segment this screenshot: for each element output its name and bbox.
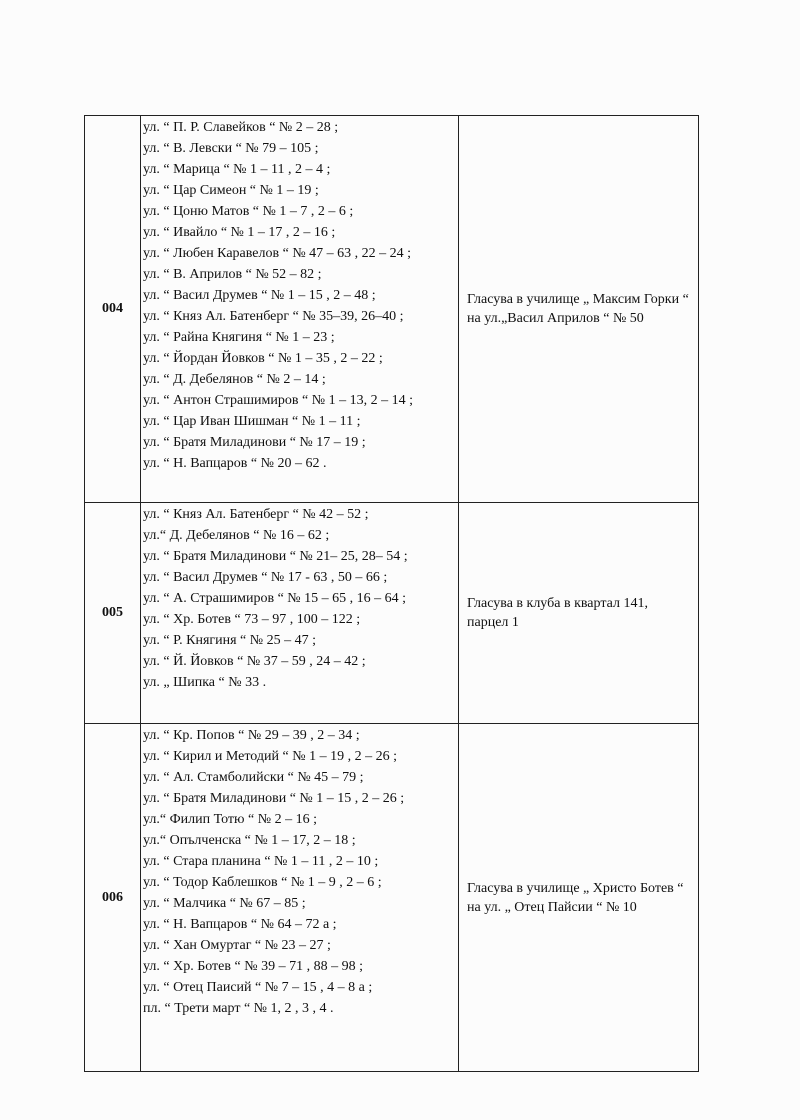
street-line: ул. “ В. Априлов “ № 52 – 82 ; xyxy=(143,267,322,282)
street-list xyxy=(141,724,459,1072)
street-line: ул. “ Цар Симеон “ № 1 – 19 ; xyxy=(143,183,319,198)
street-line: ул. “ Братя Миладинови “ № 1 – 15 , 2 – 26 ; xyxy=(143,791,405,806)
street-line: ул. “ Братя Миладинови “ № 21– 25, 28– 54 ; xyxy=(143,549,408,564)
street-line: ул. “ Любен Каравелов “ № 47 – 63 , 22 – 24 ; xyxy=(143,246,412,261)
street-line: ул. “ Княз Ал. Батенберг “ № 42 – 52 ; xyxy=(143,507,369,522)
polling-place-text: Гласува в училище „ Максим Горки “ на ул.„Васил Априлов “ № 50 xyxy=(467,292,689,326)
street-line: ул. “ Йордан Йовков “ № 1 – 35 , 2 – 22 ; xyxy=(143,351,383,366)
polling-place-text: Гласува в училище „ Христо Ботев “ на ул. „ Отец Пайсии “ № 10 xyxy=(467,880,684,915)
street-line: ул. “ Марица “ № 1 – 11 , 2 – 4 ; xyxy=(143,162,331,177)
street-line: ул. “ Княз Ал. Батенберг “ № 35–39, 26–40 ; xyxy=(143,309,404,324)
section-number: 004 xyxy=(85,116,141,503)
street-line: ул. “ Ал. Стамболийски “ № 45 – 79 ; xyxy=(143,770,364,785)
polling-place xyxy=(459,724,699,1072)
section-number: 005 xyxy=(85,503,141,724)
street-line: ул. “ Кирил и Методий “ № 1 – 19 , 2 – 26 ; xyxy=(143,749,397,764)
street-line: ул. “ Цар Иван Шишман “ № 1 – 11 ; xyxy=(143,414,361,429)
street-line: ул.“ Опълченска “ № 1 – 17, 2 – 18 ; xyxy=(143,833,356,848)
street-line: ул. “ Хан Омуртаг “ № 23 – 27 ; xyxy=(143,938,331,953)
street-line: ул. “ Н. Вапцаров “ № 20 – 62 . xyxy=(143,456,327,471)
street-list xyxy=(141,116,459,503)
street-line: ул. “ Р. Княгиня “ № 25 – 47 ; xyxy=(143,633,317,648)
street-line: ул. “ Й. Йовков “ № 37 – 59 , 24 – 42 ; xyxy=(143,654,366,669)
polling-sections-table xyxy=(84,115,699,1072)
polling-place-text: Гласува в клуба в квартал 141, парцел 1 xyxy=(467,596,648,630)
street-line: ул.“ Д. Дебелянов “ № 16 – 62 ; xyxy=(143,528,330,543)
street-line: ул. “ Антон Страшимиров “ № 1 – 13, 2 – 14 ; xyxy=(143,393,413,408)
street-line: ул. “ Д. Дебелянов “ № 2 – 14 ; xyxy=(143,372,326,387)
polling-place xyxy=(459,116,699,503)
table-row xyxy=(85,724,699,1072)
street-line: ул. “ А. Страшимиров “ № 15 – 65 , 16 – 64 ; xyxy=(143,591,407,606)
street-line: ул. “ В. Левски “ № 79 – 105 ; xyxy=(143,141,319,156)
street-list xyxy=(141,503,459,724)
street-line: ул. “ Васил Друмев “ № 17 - 63 , 50 – 66 ; xyxy=(143,570,388,585)
street-line: ул. “ П. Р. Славейков “ № 2 – 28 ; xyxy=(143,120,339,135)
street-line: ул. “ Хр. Ботев “ 73 – 97 , 100 – 122 ; xyxy=(143,612,361,627)
table-row xyxy=(85,503,699,724)
street-line: ул. “ Васил Друмев “ № 1 – 15 , 2 – 48 ; xyxy=(143,288,376,303)
street-line: ул. “ Братя Миладинови “ № 17 – 19 ; xyxy=(143,435,366,450)
polling-place xyxy=(459,503,699,724)
table-row xyxy=(85,116,699,503)
street-line: ул. “ Цоню Матов “ № 1 – 7 , 2 – 6 ; xyxy=(143,204,354,219)
street-line: ул. “ Отец Паисий “ № 7 – 15 , 4 – 8 а ; xyxy=(143,980,373,995)
street-line: ул. “ Кр. Попов “ № 29 – 39 , 2 – 34 ; xyxy=(143,728,360,743)
street-line: пл. “ Трети март “ № 1, 2 , 3 , 4 . xyxy=(143,1001,334,1016)
street-line: ул. „ Шипка “ № 33 . xyxy=(143,675,267,690)
street-line: ул. “ Хр. Ботев “ № 39 – 71 , 88 – 98 ; xyxy=(143,959,363,974)
street-line: ул.“ Филип Тотю “ № 2 – 16 ; xyxy=(143,812,317,827)
street-line: ул. “ Тодор Каблешков “ № 1 – 9 , 2 – 6 ; xyxy=(143,875,382,890)
section-number: 006 xyxy=(85,724,141,1072)
street-line: ул. “ Н. Вапцаров “ № 64 – 72 а ; xyxy=(143,917,337,932)
street-line: ул. “ Ивайло “ № 1 – 17 , 2 – 16 ; xyxy=(143,225,336,240)
street-line: ул. “ Райна Княгиня “ № 1 – 23 ; xyxy=(143,330,335,345)
street-line: ул. “ Стара планина “ № 1 – 11 , 2 – 10 ; xyxy=(143,854,379,869)
street-line: ул. “ Малчика “ № 67 – 85 ; xyxy=(143,896,306,911)
